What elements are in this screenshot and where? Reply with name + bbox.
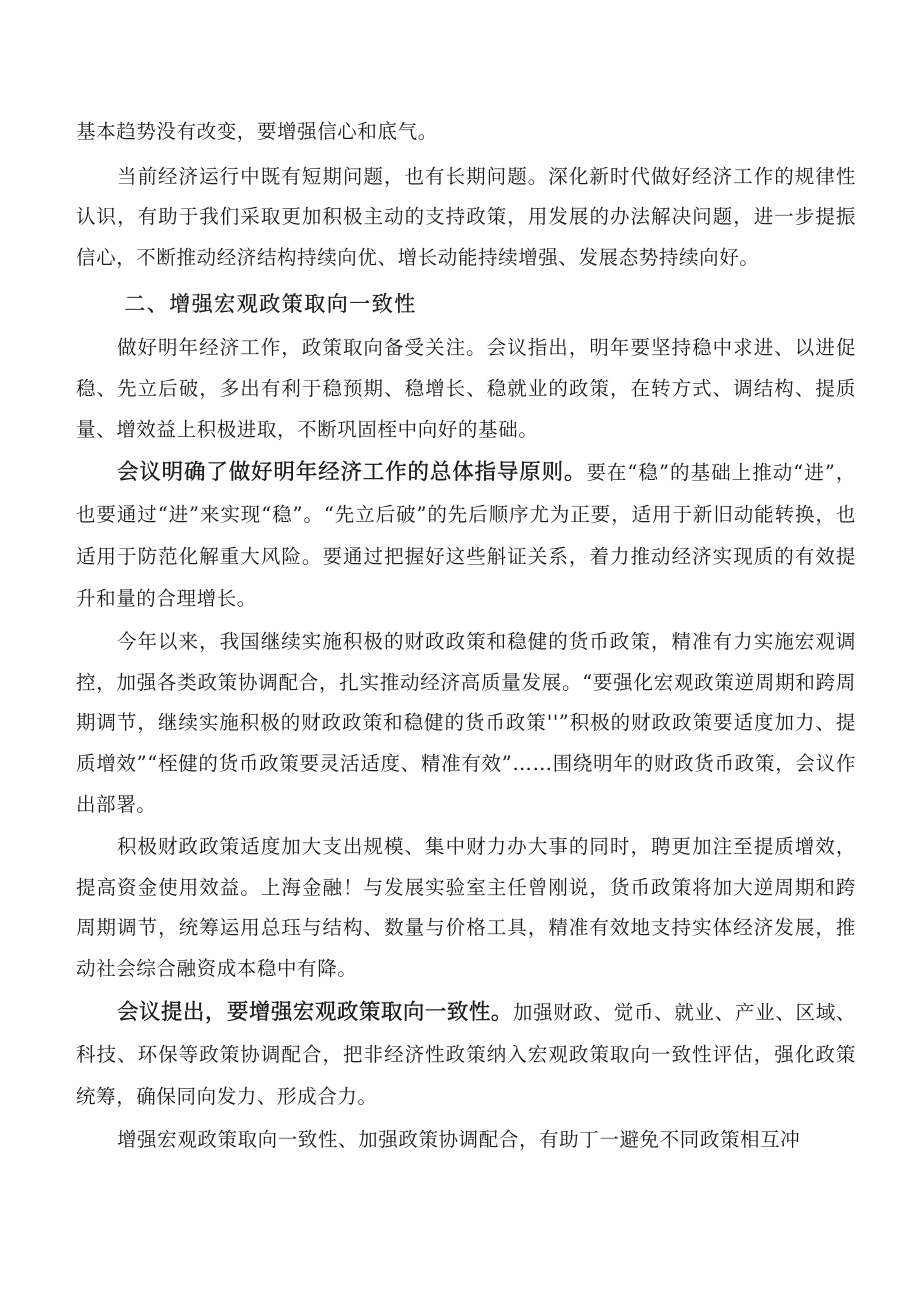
body-paragraph xyxy=(76,1120,856,1161)
body-paragraph xyxy=(76,328,856,450)
body-paragraph xyxy=(76,452,856,620)
paragraph-lead-bold: 会议提出，要增强宏观政策取向一致性。 xyxy=(116,999,513,1025)
paragraph-text: 加强财政、觉币、就业、产业、区域、科技、环保等政策协调配合，把非经济性政策纳入宏观政策取向一致性评估，强化政策统筹，确保同向发力、形成合力。 xyxy=(76,1000,856,1108)
paragraph-lead-bold: 会议明确了做好明年经济工作的总体指导原则。 xyxy=(116,460,587,486)
document-page xyxy=(76,112,856,1160)
section-heading xyxy=(76,280,856,328)
paragraph-text: 增强宏观政策取向一致性、加强政策协调配合，有助丁一避免不同政策相互冲 xyxy=(116,1127,801,1151)
paragraph-text: 基本趋势没有改变，要增强信心和底气。 xyxy=(76,120,438,143)
body-paragraph xyxy=(76,622,856,825)
body-paragraph xyxy=(76,992,856,1118)
paragraph-text: 要在“稳”的基础上推动“进”，也要通过“进”来实现“稳”。“先立后破”的先后顺序尤为正要，适用于新旧动能转换，也适用于防范化解重大风险。要通过把握好这些斛证关系，着力推动经济实现质的有效提升和量的合理增长。 xyxy=(76,461,856,611)
paragraph-text: 做好明年经济工作，政策取向备受关注。会议指出，明年要坚持稳中求进、以进促稳、先立后破，多出有利于稳预期、稳增长、稳就业的政策，在转方式、调结构、提质量、增效益上积极进取，不断巩固桎中向好的基础。 xyxy=(76,336,856,441)
paragraph-text: 今年以来，我国继续实施积极的财政政策和稳健的货币政策，精准有力实施宏观调控，加强各类政策协调配合，扎实推动经济高质量发展。“要强化宏观政策逆周期和跨周期调节，继续实施积极的财政政策和稳健的货币政策''”积极的财政政策要适度加力、提质增效”“桎健的货币政策要灵活适度、精准有效”……围绕明年的财政货币政策，会议作出部署。 xyxy=(76,630,856,816)
body-paragraph xyxy=(76,827,856,989)
heading-text: 二、增强宏观政策取向一致性 xyxy=(124,292,417,317)
body-paragraph xyxy=(76,112,856,153)
paragraph-text: 当前经济运行中既有短期问题，也有长期问题。深化新时代做好经济工作的规律性认识，有助于我们采取更加积极主动的支持政策，用发展的办法解决问题，进一步提振信心，不断推动经济结构持续向优、增长动能持续增强、发展态势持续向好。 xyxy=(76,164,856,269)
body-paragraph xyxy=(76,157,856,279)
paragraph-text: 积极财政政策适度加大支出规模、集中财力办大事的同时，聘更加注至提质增效，提高资金使用效益。上海金融！与发展实验室主任曾刚说，货币政策将加大逆周期和跨周期调节，统筹运用总珏与结构、数量与价格工具，精准有效地支持实体经济发展，推动社会综合融资成本稳中有降。 xyxy=(76,835,856,980)
